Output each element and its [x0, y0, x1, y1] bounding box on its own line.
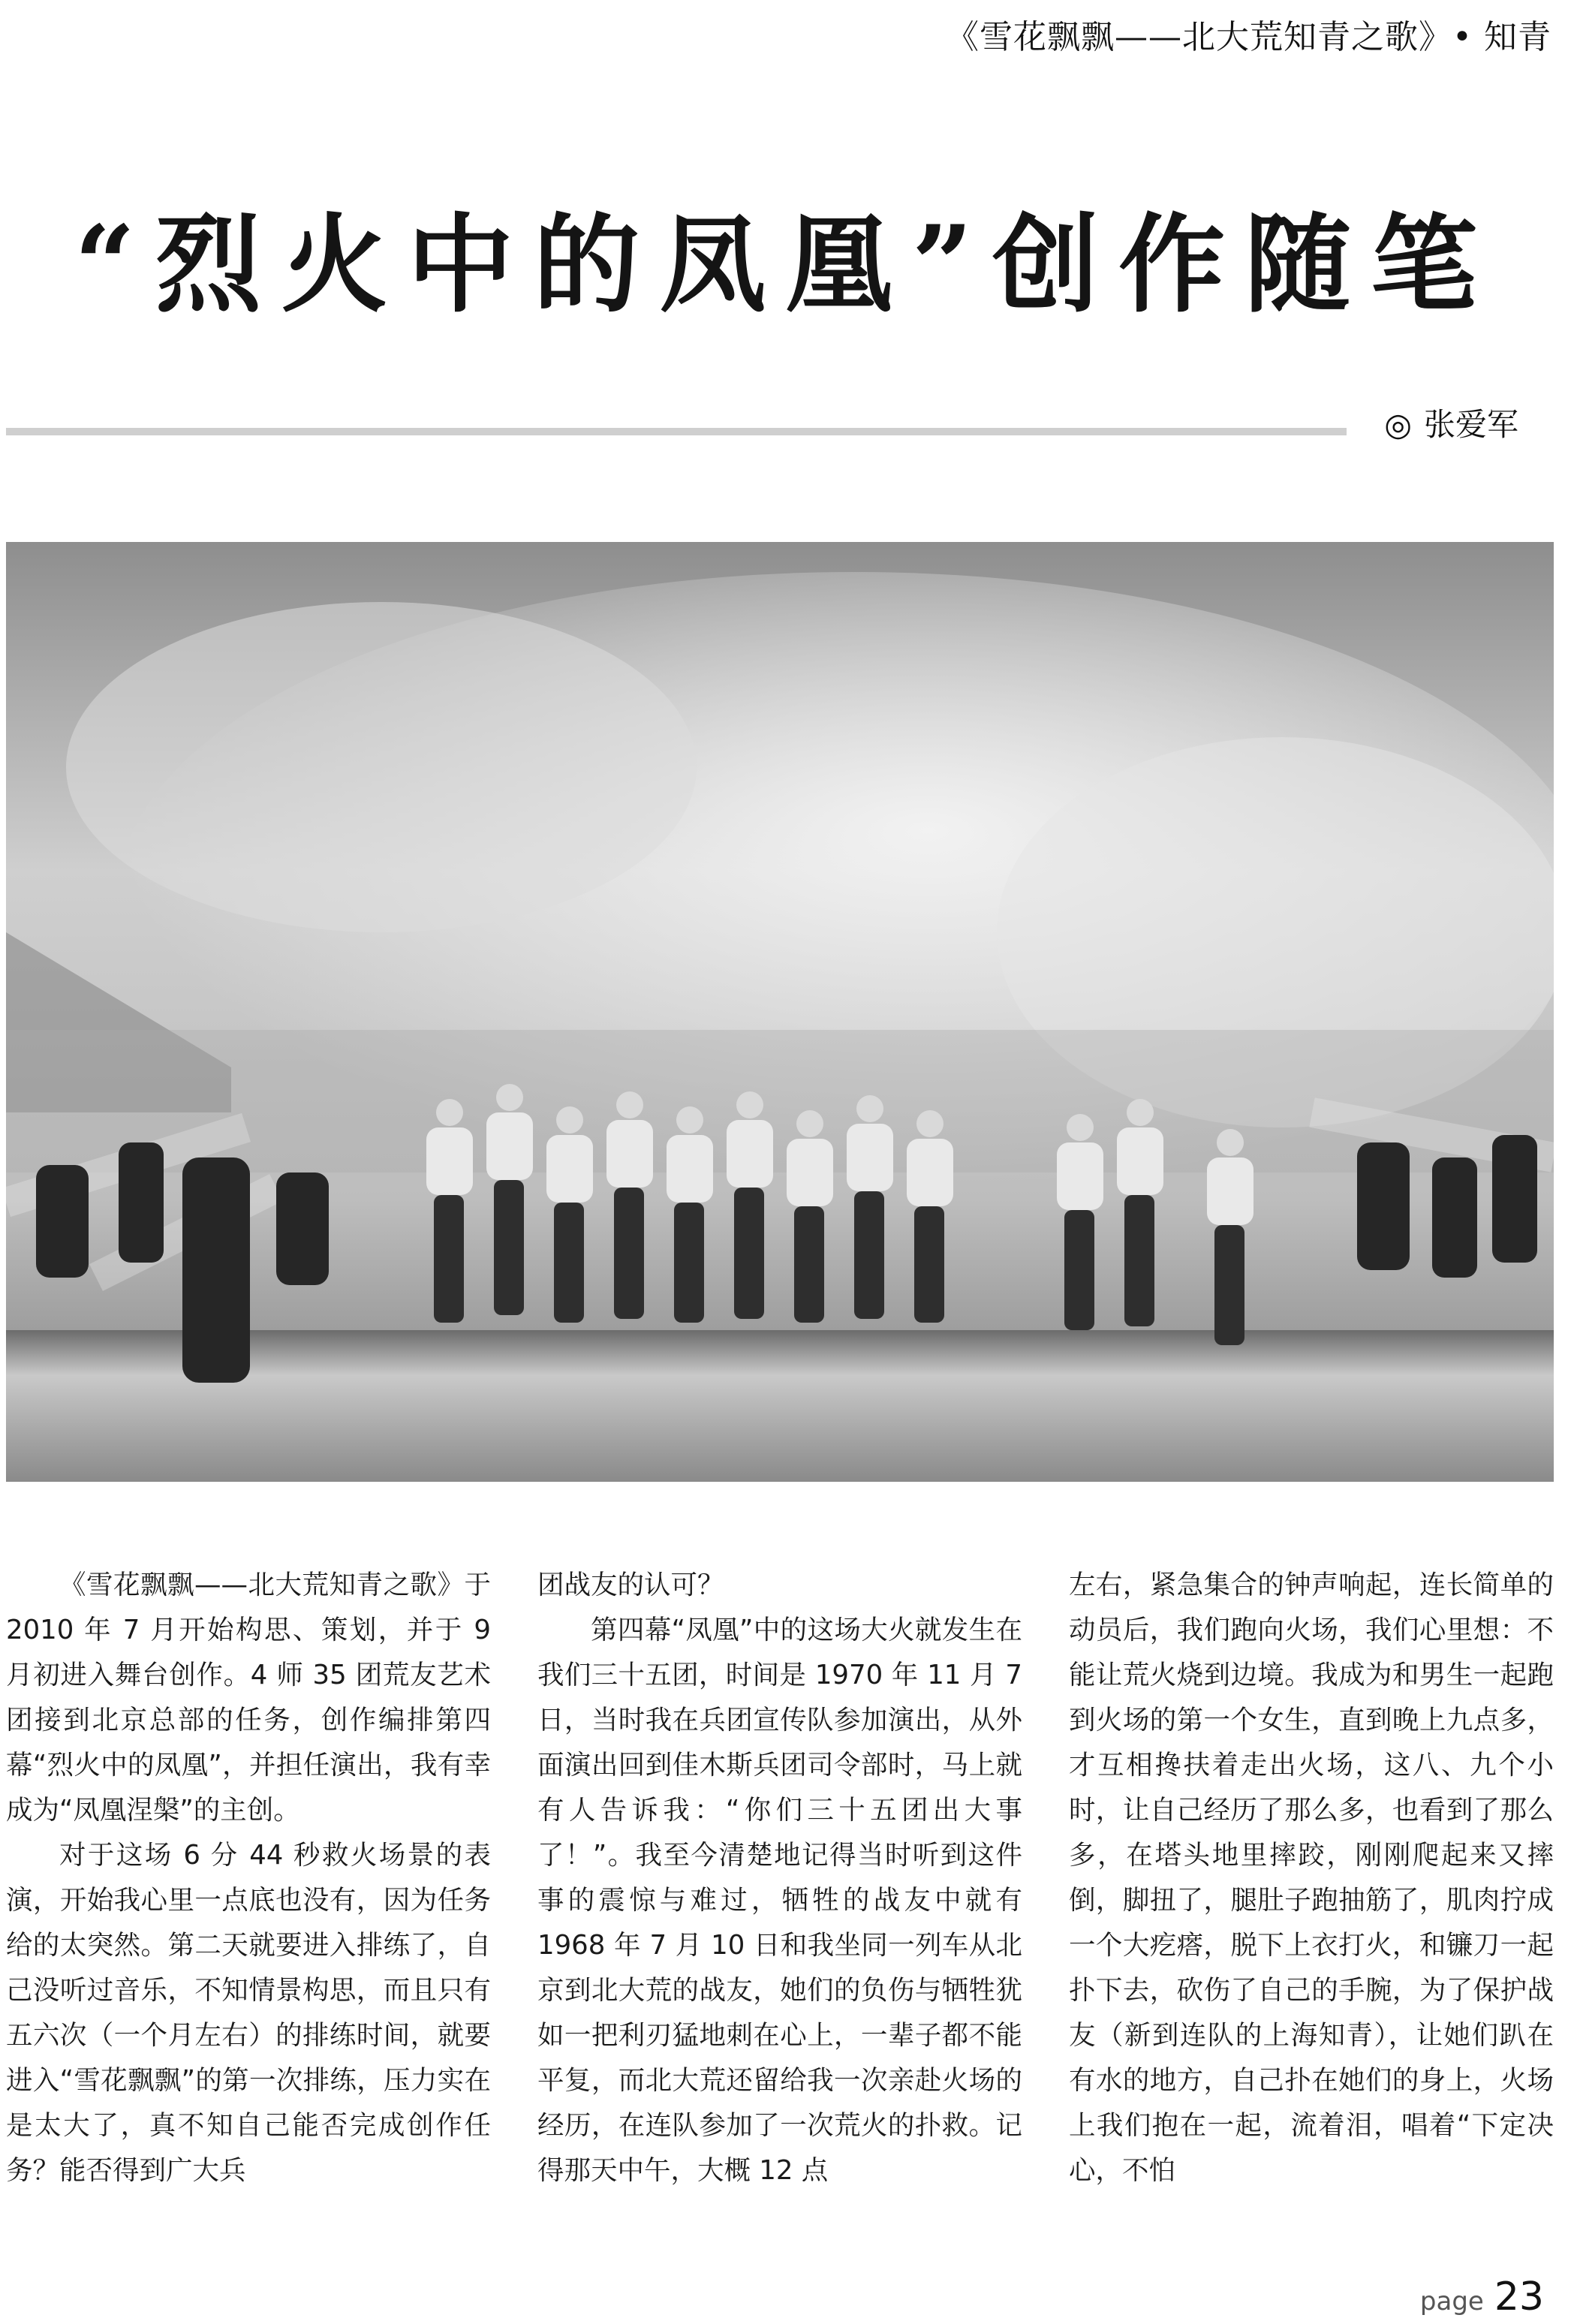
text-column-3 [1069, 1563, 1554, 2238]
text-column-1 [6, 1563, 491, 2238]
running-head: 《雪花飘飘——北大荒知青之歌》• 知青 [946, 18, 1551, 56]
title-rule [6, 428, 1347, 435]
page-footer [1420, 2274, 1544, 2319]
author-name: 张爱军 [1423, 406, 1518, 443]
article-body [6, 1563, 1554, 2238]
byline-mark: ◎ [1384, 406, 1412, 443]
stage-photo-graphic [6, 542, 1554, 1482]
paragraph: 团战友的认可？ [537, 1570, 724, 1600]
page-number: 23 [1494, 2274, 1544, 2319]
article-title: “烈火中的凤凰”创作随笔 [74, 203, 1497, 327]
paragraph: 第四幕“凤凰”中的这场大火就发生在我们三十五团，时间是 1970 年 11 月 7 日，当时我在兵团宣传队参加演出，从外面演出回到佳木斯兵团司令部时，马上就有人告诉我：“你们三十五团出大事了！”。我至今清楚地记得当时听到这件事的震惊与难过，牺牲的战友中就有 1968 年 7 月 10 日和我坐同一列车从北京到北大荒的战友，她们的负伤与牺牲犹如一把利刃猛地刺在心上，一辈子都不能平复，而北大荒还留给我一次亲赴火场的经历，在连队参加了一次荒火的扑救。记得那天中午，大概 12 点 [537, 1615, 1022, 2186]
text-column-2 [537, 1563, 1022, 2238]
paragraph: 《雪花飘飘——北大荒知青之歌》于 2010 年 7 月开始构思、策划，并于 9 月初进入舞台创作。4 师 35 团荒友艺术团接到北京总部的任务，创作编排第四幕“烈火中的凤凰”，并担任演出，我有幸成为“凤凰涅槃”的主创。 [6, 1570, 491, 1826]
stage-photo [6, 542, 1554, 1482]
paragraph: 左右，紧急集合的钟声响起，连长简单的动员后，我们跑向火场，我们心里想：不能让荒火烧到边境。我成为和男生一起跑到火场的第一个女生，直到晚上九点多，才互相搀扶着走出火场，这八、九个小时，让自己经历了那么多，也看到了那么多，在塔头地里摔跤，刚刚爬起来又摔倒，脚扭了，腿肚子跑抽筋了，肌肉拧成一个大疙瘩，脱下上衣打火，和镰刀一起扑下去，砍伤了自己的手腕，为了保护战友（新到连队的上海知青），让她们趴在有水的地方，自己扑在她们的身上，火场上我们抱在一起，流着泪，唱着“下定决心，不怕 [1069, 1570, 1554, 2186]
byline [1384, 402, 1518, 447]
paragraph: 对于这场 6 分 44 秒救火场景的表演，开始我心里一点底也没有，因为任务给的太突然。第二天就要进入排练了，自己没听过音乐，不知情景构思，而且只有五六次（一个月左右）的排练时间，就要进入“雪花飘飘”的第一次排练，压力实在是太大了，真不知自己能否完成创作任务？能否得到广大兵 [6, 1840, 491, 2186]
page-label: page [1419, 2286, 1484, 2316]
